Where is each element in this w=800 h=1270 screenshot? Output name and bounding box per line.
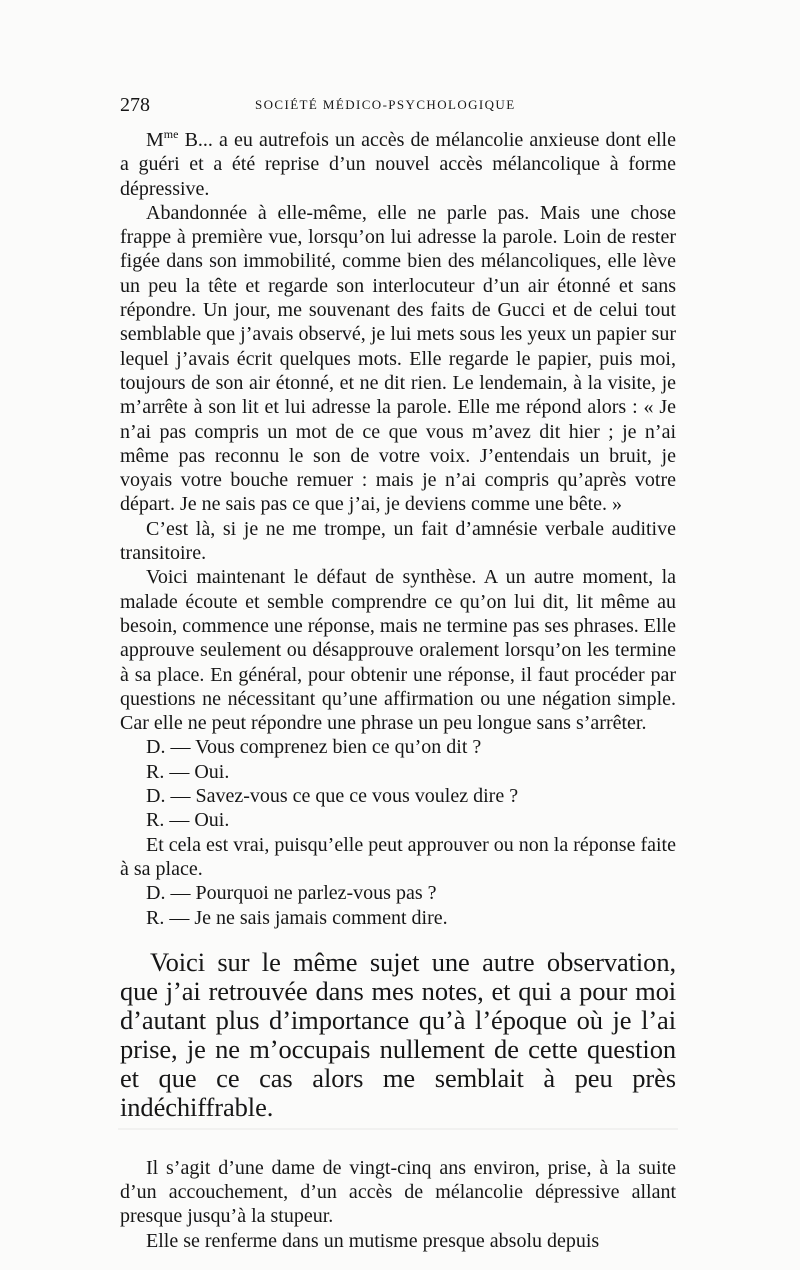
running-head: SOCIÉTÉ MÉDICO-PSYCHOLOGIQUE	[255, 97, 516, 112]
page-header	[120, 92, 680, 118]
dialogue-question-2: D. — Savez-vous ce que ce vous voulez dire ?	[146, 785, 519, 808]
paragraph-mme-b-text: B... a eu autrefois un accès de mélancolie anxieuse dont elle a guéri et a été reprise d’un nouvel accès mélancolique à forme dépressive.	[120, 129, 676, 200]
dialogue-answer-3: R. — Je ne sais jamais comment dire.	[146, 906, 448, 929]
paragraph-approval: Et cela est vrai, puisqu’elle peut approuver ou non la réponse faite à sa place.	[120, 833, 676, 880]
salutation-superscript: me	[163, 127, 179, 141]
section-spacer-large	[120, 1122, 676, 1156]
paragraph-another-observation: Voici sur le même sujet une autre observation, que j’ai retrouvée dans mes notes, et qui a pour moi d’autant plus d’importance qu’à l’époque où je l’ai prise, je ne m’occupais nullement de cette question et que ce cas alors me semblait à peu près indéchiffrable.	[120, 946, 676, 1122]
dialogue-question-1: D. — Vous comprenez bien ce qu’on dit ?	[146, 736, 482, 759]
dialogue-answer-1: R. — Oui.	[146, 760, 230, 783]
page-number: 278	[120, 94, 150, 116]
paragraph-amnesie: C’est là, si je ne me trompe, un fait d’amnésie verbale auditive transitoire.	[120, 517, 676, 565]
dialogue-answer-2: R. — Oui.	[146, 809, 230, 832]
main-text	[120, 128, 676, 1253]
paragraph-abandonnee: Abandonnée à elle-même, elle ne parle pas. Mais une chose frappe à première vue, lorsqu’on lui adresse la parole. Loin de rester figée dans son immobilité, comme bien des mélancoliques, elle lève un peu la tête et regarde son interlocuteur d’un air étonné et sans répondre. Un jour, me souvenant des faits de Gucci et de celui tout semblable que j’avais observé, je lui mets sous les yeux un papier sur lequel j’avais écrit quelques mots. Elle regarde le papier, puis moi, toujours de son air étonné, et ne dit rien. Le lendemain, à la visite, je m’arrête à son lit et lui adresse la parole. Elle me répond alors : « Je n’ai pas compris un mot de ce que vous m’avez dit hier ; je n’ai même pas reconnu le son de votre voix. J’entendais un bruit, je voyais votre bouche remuer : mais je n’ai compris qu’après votre départ. Je ne sais pas ce que j’ai, je deviens comme une bête. »	[120, 201, 676, 516]
salutation: M	[146, 129, 164, 151]
paragraph-synthese: Voici maintenant le défaut de synthèse. A un autre moment, la malade écoute et semble comprendre ce qu’on lui dit, lit même au besoin, commence une réponse, mais ne termine pas ses phrases. Elle approuve seulement ou désapprouve oralement lorsqu’on les termine à sa place. En général, pour obtenir une réponse, il faut procéder par questions ne nécessitant qu’une affirmation ou une négation simple. Car elle ne peut répondre une phrase un peu longue sans s’arrêter.	[120, 566, 676, 735]
scan-noise-line	[118, 1128, 678, 1130]
paragraph-case-description: Il s’agit d’une dame de vingt-cinq ans environ, prise, à la suite d’un accouchement, d’un accès de mélancolie dépressive allant presque jusqu’à la stupeur.	[120, 1156, 676, 1228]
section-spacer	[120, 930, 676, 948]
dialogue-question-3: D. — Pourquoi ne parlez-vous pas ?	[146, 882, 437, 905]
paragraph-mutism: Elle se renferme dans un mutisme presque absolu depuis	[146, 1229, 600, 1252]
paragraph-mme-b	[120, 128, 676, 201]
